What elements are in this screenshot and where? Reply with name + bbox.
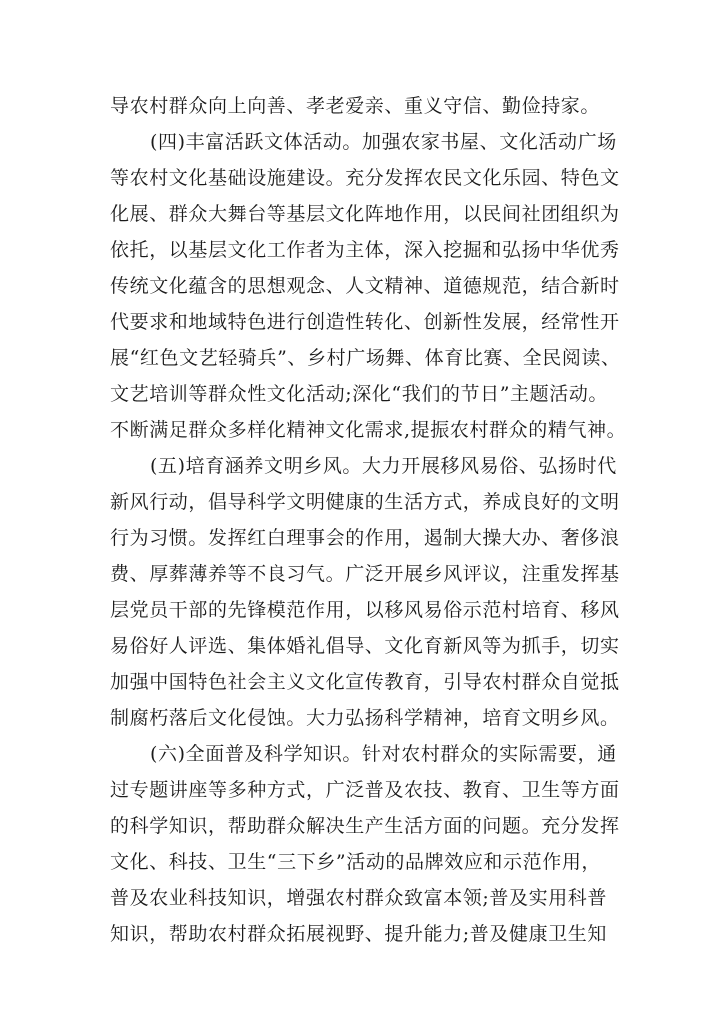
- text-line: 的科学知识，帮助群众解决生产生活方面的问题。充分发挥: [110, 815, 620, 837]
- text-line: 层党员干部的先锋模范作用，以移风易俗示范村培育、移风: [110, 599, 620, 621]
- text-line: 文艺培训等群众性文化活动;深化“我们的节日”主题活动。: [110, 383, 609, 405]
- section-heading-line-6: (六)全面普及科学知识。针对农村群众的实际需要，通: [150, 743, 617, 765]
- text-line: 依托，以基层文化工作者为主体，深入挖掘和弘扬中华优秀: [110, 239, 620, 261]
- text-line: 行为习惯。发挥红白理事会的作用，遏制大操大办、奢侈浪: [110, 527, 620, 549]
- text-line: 加强中国特色社会主义文化宣传教育，引导农村群众自觉抵: [110, 671, 620, 693]
- text-line: 导农村群众向上向善、孝老爱亲、重义守信、勤俭持家。: [110, 95, 601, 117]
- text-line: 费、厚葬薄养等不良习气。广泛开展乡风评议，注重发挥基: [110, 563, 620, 585]
- document-body: [110, 88, 627, 952]
- text-line: 文化、科技、卫生“三下乡”活动的品牌效应和示范作用，: [110, 851, 602, 873]
- text-line: 不断满足群众多样化精神文化需求,提振农村群众的精气神。: [110, 419, 627, 441]
- section-heading-line-4: (四)丰富活跃文体活动。加强农家书屋、文化活动广场: [150, 131, 617, 153]
- text-line: 传统文化蕴含的思想观念、人文精神、道德规范，结合新时: [110, 275, 620, 297]
- text-line: 过专题讲座等多种方式，广泛普及农技、教育、卫生等方面: [110, 779, 620, 801]
- text-line: 新风行动，倡导科学文明健康的生活方式，养成良好的文明: [110, 491, 620, 513]
- text-line: 展“红色文艺轻骑兵”、乡村广场舞、体育比赛、全民阅读、: [110, 347, 621, 369]
- text-line: 普及农业科技知识，增强农村群众致富本领;普及实用科普: [110, 887, 608, 909]
- text-line: 制腐朽落后文化侵蚀。大力弘扬科学精神，培育文明乡风。: [110, 707, 620, 729]
- section-heading-line-5: (五)培育涵养文明乡风。大力开展移风易俗、弘扬时代: [150, 455, 617, 477]
- text-line: 代要求和地域特色进行创造性转化、创新性发展，经常性开: [110, 311, 620, 333]
- text-line: 化展、群众大舞台等基层文化阵地作用，以民间社团组织为: [110, 203, 620, 225]
- text-line: 知识，帮助农村群众拓展视野、提升能力;普及健康卫生知: [110, 923, 608, 945]
- text-line: 易俗好人评选、集体婚礼倡导、文化育新风等为抓手，切实: [110, 635, 620, 657]
- text-line: 等农村文化基础设施建设。充分发挥农民文化乐园、特色文: [110, 167, 620, 189]
